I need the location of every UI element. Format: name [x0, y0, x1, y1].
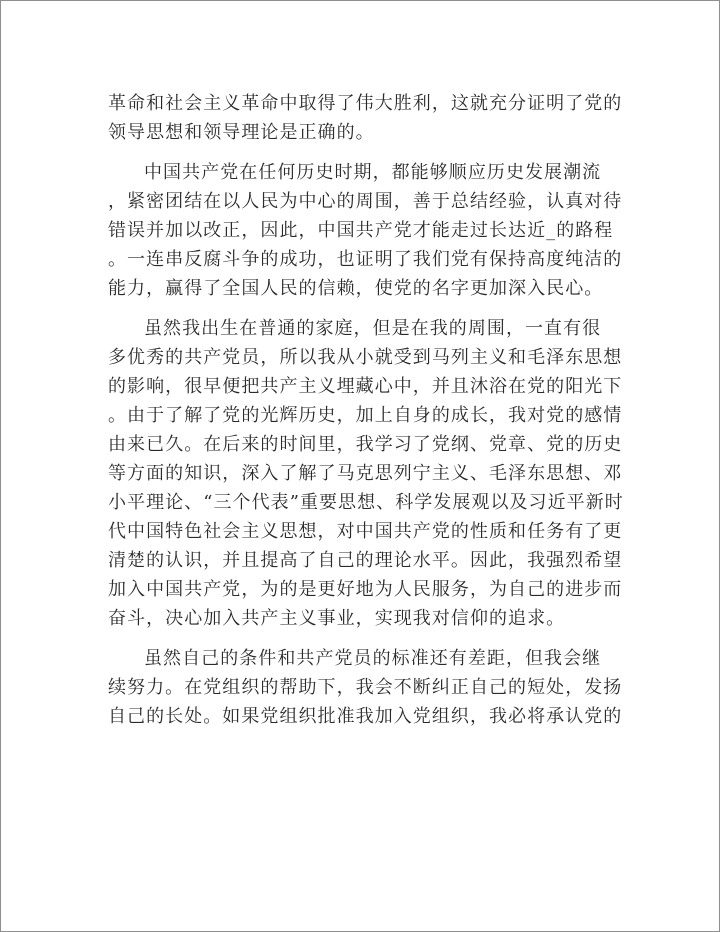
text-line: ，紧密团结在以人民为中心的周围，善于总结经验，认真对待: [108, 191, 623, 212]
text-line: 虽然我出生在普通的家庭，但是在我的周围，一直有很: [144, 318, 602, 339]
text-line: 领导思想和领导理论是正确的。: [108, 122, 375, 143]
text-line: 加入中国共产党，为的是更好地为人民服务，为自己的进步而: [108, 579, 623, 600]
text-line: 由来已久。在后来的时间里，我学习了党纲、党章、党的历史: [108, 434, 623, 455]
text-line: 清楚的认识，并且提高了自己的理论水平。因此，我强烈希望: [108, 550, 623, 571]
text-line: 奋斗，决心加入共产主义事业，实现我对信仰的追求。: [108, 608, 566, 629]
text-line: 代中国特色社会主义思想，对中国共产党的性质和任务有了更: [108, 521, 623, 542]
text-line: 革命和社会主义革命中取得了伟大胜利，这就充分证明了党的: [108, 93, 623, 114]
paragraph-spacer: [108, 303, 616, 314]
paragraph-2: [108, 158, 623, 303]
text-line: 自己的长处。如果党组织批准我加入党组织，我必将承认党的: [108, 706, 623, 727]
text-line: 小平理论、“三个代表”重要思想、科学发展观以及习近平新时: [108, 492, 624, 513]
text-line: 等方面的知识，深入了解了马克思列宁主义、毛泽东思想、邓: [108, 463, 623, 484]
paragraph-1: [108, 89, 623, 147]
text-line: 错误并加以改正，因此，中国共产党才能走过长达近_的路程: [108, 220, 614, 241]
paragraph-3: [108, 314, 624, 633]
text-line: 。由于了解了党的光辉历史，加上自身的成长，我对党的感情: [108, 405, 623, 426]
paragraph-spacer: [108, 633, 616, 644]
text-line: 。一连串反腐斗争的成功，也证明了我们党有保持高度纯洁的: [108, 249, 623, 270]
text-line: 的影响，很早便把共产主义埋藏心中，并且沐浴在党的阳光下: [108, 376, 623, 397]
text-line: 续努力。在党组织的帮助下，我会不断纠正自己的短处，发扬: [108, 677, 623, 698]
text-line: 虽然自己的条件和共产党员的标准还有差距，但我会继: [144, 648, 602, 669]
text-line: 中国共产党在任何历史时期，都能够顺应历史发展潮流: [144, 162, 602, 183]
document-body: [108, 89, 624, 731]
text-line: 能力，赢得了全国人民的信赖，使党的名字更加深入民心。: [108, 278, 604, 299]
text-line: 多优秀的共产党员，所以我从小就受到马列主义和毛泽东思想: [108, 347, 623, 368]
paragraph-spacer: [108, 147, 616, 158]
paragraph-4: [108, 644, 623, 731]
